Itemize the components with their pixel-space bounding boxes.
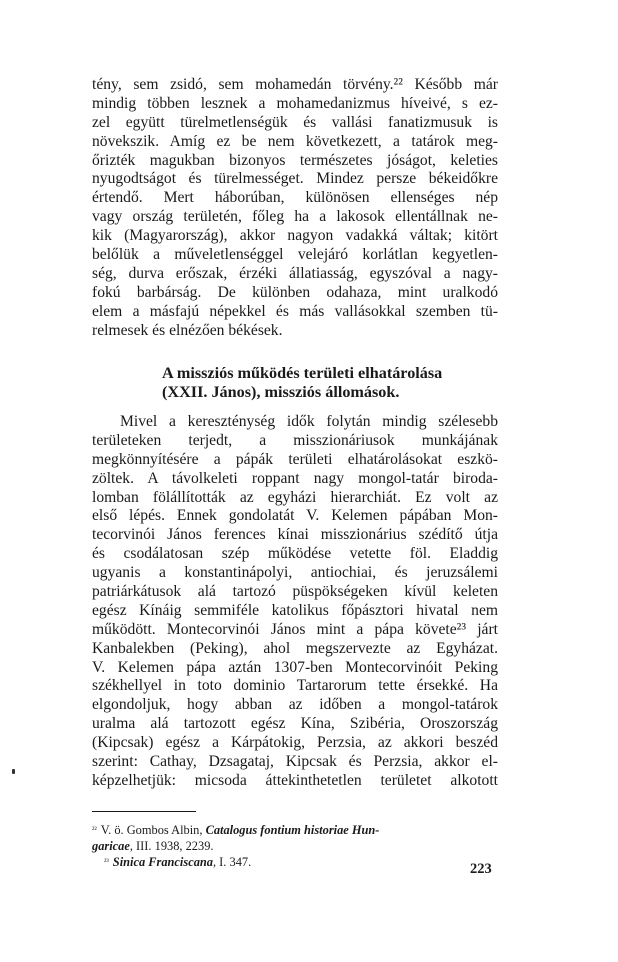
text-line: Mivel a kereszténység idők folytán mindig szélesebb	[120, 413, 498, 430]
text-line: zöltek. A távolkeleti roppant nagy mongol-tatár biroda-	[92, 469, 498, 487]
text-line: értendő. Mert háborúban, különösen ellenséges nép	[92, 189, 498, 207]
footnote-text: , I. 347.	[212, 854, 252, 869]
text-line: V. Kelemen pápa aztán 1307-ben Montecorvinóit Peking	[92, 658, 498, 676]
text-line: képzelhetjük: micsoda áttekinthetetlen területet alkotott	[92, 771, 498, 789]
text-line: mindig többen lesznek a mohamedanizmus híveivé, s ez-	[92, 94, 498, 112]
text-line: kik (Magyarország), akkor nagyon vadakká váltak; kitört	[92, 227, 498, 245]
text-line: ség, durva erőszak, érzéki állatiasság, egyszóval a nagy-	[92, 264, 498, 282]
text-line: szerint: Cathay, Dzsagataj, Kipcsak és Perzsia, akkor el-	[92, 753, 498, 771]
text-line: növekszik. Amíg ez be nem következett, a tatárok meg-	[92, 132, 498, 150]
text-line: első lépés. Ennek gondolatát V. Kelemen pápában Mon-	[92, 507, 498, 525]
paragraph-tatar-tolerance	[92, 76, 498, 340]
footnote-22	[92, 823, 498, 839]
heading-line: (XXII. János), missziós állomások.	[162, 382, 400, 401]
text-line: tény, sem zsidó, sem mohamedán törvény.²² Később már	[92, 76, 498, 93]
paragraph-mission-territories	[92, 413, 498, 791]
text-line: vagy ország területén, főleg ha a lakosok ellentállnak ne-	[92, 208, 498, 226]
footnote-text: , III. 1938, 2239.	[129, 838, 214, 853]
text-line: és csodálatosan szép működése vetette föl. Eladdig	[92, 545, 498, 563]
footnotes	[92, 823, 498, 870]
text-line: ugyanis a konstantinápolyi, antiochiai, és jeruzsálemi	[92, 564, 498, 582]
heading-line: A missziós működés területi elhatárolása	[162, 364, 443, 382]
text-line: megkönnyítésére a pápák területi elhatárolásokat eszkö-	[92, 450, 498, 468]
text-line: fokú barbárság. De különben odahaza, mint uralkodó	[92, 283, 498, 301]
text-line: egész Kínáig semmiféle katolikus főpásztori hivatal nem	[92, 601, 498, 619]
text-line: lomban fölállították az egyházi hierarchiát. Ez volt az	[92, 488, 498, 506]
footnote-separator	[92, 811, 196, 812]
footnote-title: garicae	[92, 838, 130, 853]
text-line: Kanbalekben (Peking), ahol megszervezte az Egyházat.	[92, 639, 498, 657]
footnote-22-continued	[92, 839, 498, 855]
text-line: relmesek és elnézően békések.	[92, 321, 283, 339]
text-line: működött. Montecorvinói János mint a pápa követe²³ járt	[92, 620, 498, 638]
text-line: székhellyel in toto dominio Tartarorum tette érsekké. Ha	[92, 677, 498, 695]
margin-dot	[12, 769, 15, 774]
text-line: patriárkátusok alá tartozó püspökségeken kívül keleten	[92, 583, 498, 601]
text-line: zel együtt türelmetlenségük és vallási fanatizmusuk is	[92, 113, 498, 131]
footnote-title: Sinica Franciscana	[112, 854, 213, 869]
footnote-marker: ²²	[92, 825, 97, 834]
text-line: nyugodtságot és türelmességet. Mindez persze békeidőkre	[92, 170, 498, 188]
text-line: belőlük a műveletlenséggel velejáró korlátlan kegyetlen-	[92, 246, 498, 264]
footnote-title: Catalogus fontium historiae Hun-	[205, 823, 380, 837]
text-line: elem a másfajú népekkel és más vallásokkal szemben tü-	[92, 302, 498, 320]
text-line: uralma alá tartozott egész Kína, Szibéria, Oroszország	[92, 715, 498, 733]
page-number: 223	[470, 861, 492, 877]
footnote-marker: ²³	[104, 856, 109, 866]
text-line: tecorvinói János ferences kínai misszionárius szédítő útja	[92, 526, 498, 544]
text-line: elgondoljuk, hogy abban az időben a mongol-tatárok	[92, 696, 498, 714]
section-heading	[162, 364, 502, 402]
footnote-text: V. ö. Gombos Albin,	[100, 823, 206, 837]
text-line: (Kipcsak) egész a Kárpátokig, Perzsia, az akkori beszéd	[92, 734, 498, 752]
text-line: területeken terjedt, a misszionáriusok munkájának	[92, 431, 498, 449]
footnote-23	[92, 855, 498, 871]
text-line: őrizték magukban bizonyos természetes jóságot, keleties	[92, 151, 498, 169]
